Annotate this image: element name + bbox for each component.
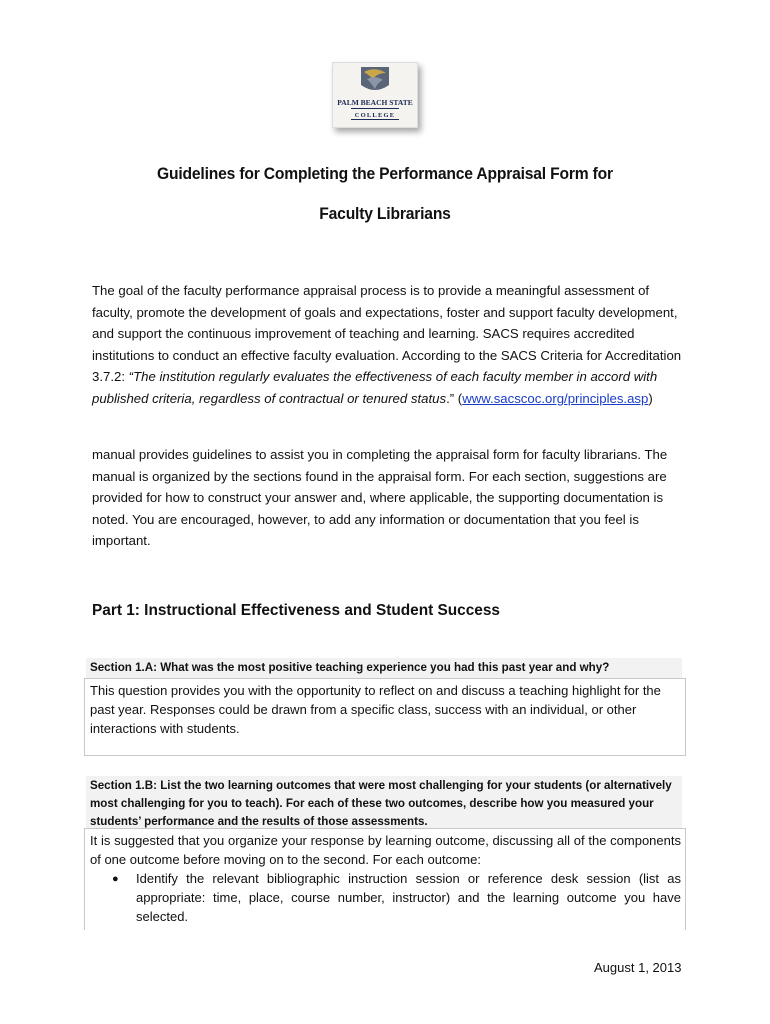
section-1b-intro: It is suggested that you organize your response by learning outcome, discussing all of the components of one outcome before moving on to the second. For each outcome:: [90, 833, 681, 867]
section-1a-header: [86, 658, 682, 678]
quote-end: .” (: [446, 390, 463, 406]
sacs-quote: “The institution regularly evaluates the effectiveness of each faculty member in accord with published criteria, regardless of contractual or tenured status: [92, 369, 658, 406]
section-1a-body: This question provides you with the opportunity to reflect on and discuss a teaching highlight for the past year. Responses could be drawn from a specific class, success with an individual, or other interactions with students.: [84, 678, 686, 756]
bullet-icon: ●: [112, 873, 119, 885]
link-close: ): [648, 390, 653, 406]
manual-paragraph: manual provides guidelines to assist you in completing the appraisal form for faculty librarians. The manual is organized by the sections found in the appraisal form. For each section, suggestions are provided for how to construct your answer and, where applicable, the supporting documentation is noted. You are encouraged, however, to add any information or documentation that you feel is important.: [92, 447, 668, 549]
part1-heading: Part 1: Instructional Effectiveness and Student Success: [92, 602, 500, 619]
section-1b-bullet-text: Identify the relevant bibliographic instruction session or reference desk session (list as appropriate: time, place, course number, instructor) and the learning outcome you have selected.: [136, 871, 681, 924]
page-title-line1: Guidelines for Completing the Performance Appraisal Form for: [157, 164, 613, 183]
college-logo: [332, 62, 418, 128]
page-title-line2: Faculty Librarians: [319, 204, 451, 223]
section-1b-label: Section 1.B:: [90, 779, 157, 792]
sacs-link[interactable]: www.sacscoc.org/principles.asp: [462, 390, 649, 406]
footer-date: August 1, 2013: [594, 960, 682, 975]
section-1b-question: List the two learning outcomes that were most challenging for your students (or alternatively most challenging for you to teach). For each of these two outcomes, describe how you measured your students’ performance and the results of those assessments.: [90, 779, 672, 828]
logo-text-line2: COLLEGE: [354, 112, 396, 119]
intro-text: The goal of the faculty performance appraisal process is to provide a meaningful assessment of faculty, promote the development of goals and expectations, foster and support faculty development, and support the continuous improvement of teaching and learning. SACS requires accredited institutions to conduct an effective faculty evaluation. According to the SACS Criteria for Accreditation 3.7.2:: [92, 283, 682, 385]
college-logo-graphic: [333, 63, 417, 127]
section-1a-label: Section 1.A:: [90, 661, 157, 674]
section-1b-bullet: [112, 869, 681, 926]
section-1b-body: [84, 828, 686, 930]
section-1b-header: [86, 776, 682, 828]
section-1a-question: What was the most positive teaching experience you had this past year and why?: [157, 661, 610, 674]
intro-paragraph: [92, 280, 692, 410]
logo-text-line1: PALM BEACH STATE: [337, 98, 413, 107]
